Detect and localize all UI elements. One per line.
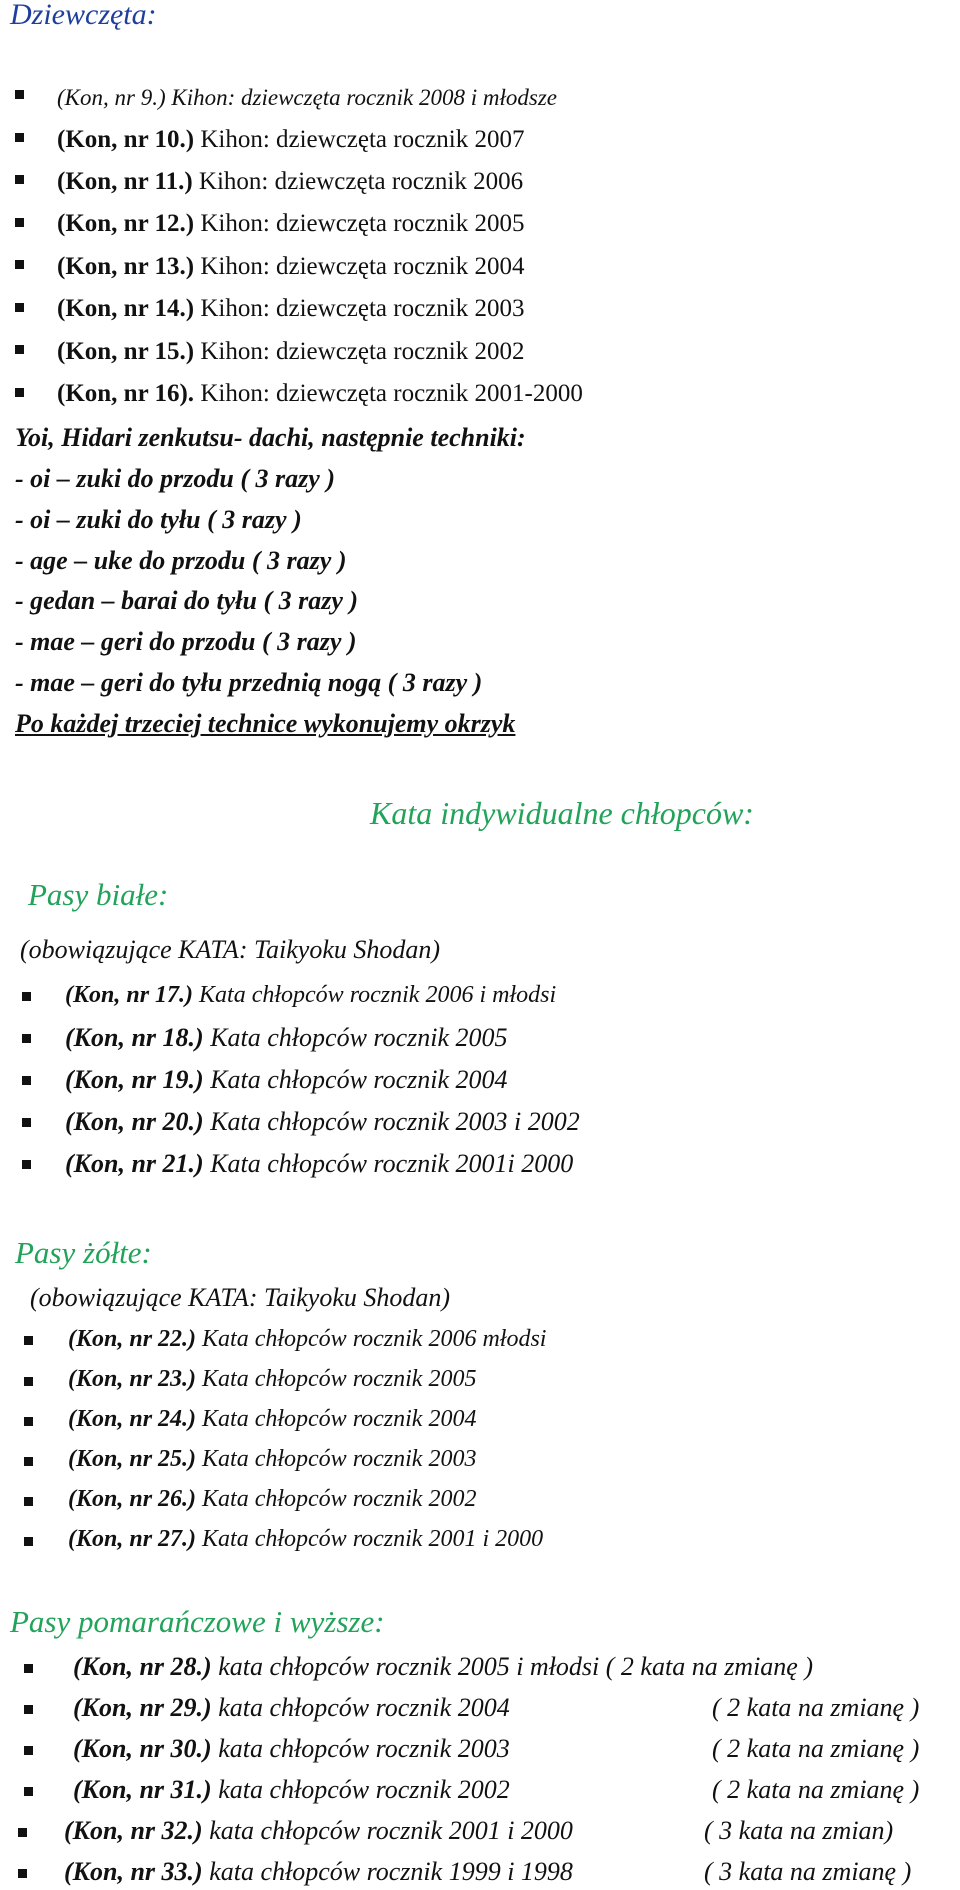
list-item bbox=[65, 1149, 573, 1179]
item-extra: ( 3 kata na zmianę ) bbox=[704, 1857, 912, 1886]
item-code: (Kon, nr 26.) bbox=[68, 1486, 197, 1512]
bullet-icon bbox=[22, 1160, 31, 1169]
list-item bbox=[57, 338, 525, 366]
list-item bbox=[73, 1775, 510, 1805]
list-item bbox=[57, 126, 525, 154]
item-code: (Kon, nr 29.) bbox=[73, 1693, 212, 1722]
item-text: Kata chłopców rocznik 2004 bbox=[196, 1406, 477, 1432]
list-item bbox=[68, 1326, 546, 1353]
item-code: (Kon, nr 24.) bbox=[68, 1406, 197, 1432]
item-code: (Kon, nr 18.) bbox=[65, 1023, 204, 1052]
bullet-icon bbox=[24, 1457, 33, 1466]
techniques-intro: Yoi, Hidari zenkutsu- dachi, następnie techniki: bbox=[15, 423, 526, 452]
list-item bbox=[65, 1023, 508, 1053]
bullet-icon bbox=[15, 175, 24, 184]
bullet-icon bbox=[24, 1537, 33, 1546]
technique-line: - oi – zuki do tyłu ( 3 razy ) bbox=[15, 505, 302, 534]
item-code: (Kon, nr 11.) bbox=[57, 168, 193, 195]
white-belts-heading: Pasy białe: bbox=[28, 877, 169, 912]
yellow-belts-heading: Pasy żółte: bbox=[15, 1235, 152, 1270]
list-item bbox=[73, 1693, 510, 1723]
technique-line: - mae – geri do przodu ( 3 razy ) bbox=[15, 627, 357, 656]
bullet-icon bbox=[15, 388, 24, 397]
bullet-icon bbox=[24, 1377, 33, 1386]
item-extra: ( 2 kata na zmianę ) bbox=[605, 1652, 814, 1681]
item-code: (Kon, nr 20.) bbox=[65, 1107, 204, 1136]
list-item bbox=[68, 1526, 543, 1553]
item-text: kata chłopców rocznik 2005 i młodsi bbox=[211, 1652, 600, 1681]
list-item bbox=[68, 1406, 476, 1433]
list-item bbox=[68, 1446, 476, 1473]
item-text: Kata chłopców rocznik 2003 i 2002 bbox=[203, 1107, 580, 1136]
item-text: Kata chłopców rocznik 2003 bbox=[196, 1446, 477, 1472]
item-extra: ( 2 kata na zmianę ) bbox=[712, 1693, 920, 1722]
bullet-icon bbox=[22, 1118, 31, 1127]
bullet-icon bbox=[15, 260, 24, 269]
list-item bbox=[68, 1486, 476, 1513]
item-text: Kata chłopców rocznik 2001 i 2000 bbox=[196, 1526, 544, 1552]
bullet-icon bbox=[22, 1076, 31, 1085]
kata-heading: Kata indywidualne chłopców: bbox=[370, 795, 754, 831]
item-extra: ( 2 kata na zmianę ) bbox=[712, 1775, 920, 1804]
bullet-icon bbox=[24, 1417, 33, 1426]
list-item bbox=[73, 1734, 510, 1764]
list-item bbox=[64, 1857, 573, 1887]
item-text: kata chłopców rocznik 2003 bbox=[211, 1734, 510, 1763]
item-code: (Kon, nr 32.) bbox=[64, 1816, 203, 1845]
item-text: kata chłopców rocznik 2004 bbox=[211, 1693, 510, 1722]
item-code: (Kon, nr 31.) bbox=[73, 1775, 212, 1804]
girls-heading: Dziewczęta: bbox=[10, 0, 157, 31]
item-text: Kata chłopców rocznik 2004 bbox=[203, 1065, 508, 1094]
technique-line: - mae – geri do tyłu przednią nogą ( 3 razy ) bbox=[15, 668, 483, 697]
item-text: Kihon: dziewczęta rocznik 2006 bbox=[192, 168, 524, 195]
item-code: (Kon, nr 30.) bbox=[73, 1734, 212, 1763]
item-code: (Kon, nr 28.) bbox=[73, 1652, 212, 1681]
list-item bbox=[57, 253, 525, 281]
item-text: Kata chłopców rocznik 2001i 2000 bbox=[203, 1149, 574, 1178]
item-text: Kihon: dziewczęta rocznik 2003 bbox=[194, 295, 525, 322]
item-text: Kihon: dziewczęta rocznik 2007 bbox=[194, 126, 525, 153]
item-text: Kihon: dziewczęta rocznik 2008 i młodsze bbox=[165, 85, 558, 110]
bullet-icon bbox=[15, 218, 24, 227]
item-code: (Kon, nr 15.) bbox=[57, 338, 195, 365]
item-code: (Kon, nr 27.) bbox=[68, 1526, 197, 1552]
white-obligatory: (obowiązujące KATA: Taikyoku Shodan) bbox=[20, 935, 441, 964]
orange-belts-heading: Pasy pomarańczowe i wyższe: bbox=[10, 1604, 385, 1639]
bullet-icon bbox=[24, 1746, 33, 1755]
item-code: (Kon, nr 9.) bbox=[57, 85, 166, 110]
technique-line: - oi – zuki do przodu ( 3 razy ) bbox=[15, 464, 335, 493]
list-item bbox=[68, 1366, 476, 1393]
item-text: Kata chłopców rocznik 2006 i młodsi bbox=[193, 982, 557, 1008]
item-text: kata chłopców rocznik 2001 i 2000 bbox=[202, 1816, 573, 1845]
list-item bbox=[57, 85, 557, 111]
item-text: Kata chłopców rocznik 2005 bbox=[203, 1023, 508, 1052]
bullet-icon bbox=[24, 1787, 33, 1796]
list-item bbox=[73, 1652, 813, 1682]
item-text: Kihon: dziewczęta rocznik 2001-2000 bbox=[194, 380, 583, 407]
bullet-icon bbox=[18, 1828, 27, 1837]
bullet-icon bbox=[24, 1705, 33, 1714]
item-code: (Kon, nr 10.) bbox=[57, 126, 195, 153]
item-extra: ( 2 kata na zmianę ) bbox=[712, 1734, 920, 1763]
bullet-icon bbox=[15, 303, 24, 312]
list-item bbox=[64, 1816, 573, 1846]
item-text: kata chłopców rocznik 2002 bbox=[211, 1775, 510, 1804]
item-code: (Kon, nr 19.) bbox=[65, 1065, 204, 1094]
list-item bbox=[57, 380, 583, 408]
item-text: Kihon: dziewczęta rocznik 2005 bbox=[194, 210, 525, 237]
bullet-icon bbox=[22, 992, 31, 1001]
bullet-icon bbox=[22, 1034, 31, 1043]
shout-note: Po każdej trzeciej technice wykonujemy okrzyk bbox=[15, 709, 516, 738]
list-item bbox=[65, 1107, 580, 1137]
list-item bbox=[65, 982, 556, 1009]
item-code: (Kon, nr 22.) bbox=[68, 1326, 197, 1352]
item-code: (Kon, nr 13.) bbox=[57, 253, 195, 280]
item-code: (Kon, nr 17.) bbox=[65, 982, 194, 1008]
item-code: (Kon, nr 16). bbox=[57, 380, 195, 407]
bullet-icon bbox=[24, 1664, 33, 1673]
bullet-icon bbox=[18, 1869, 27, 1878]
item-text: Kata chłopców rocznik 2002 bbox=[196, 1486, 477, 1512]
item-text: Kihon: dziewczęta rocznik 2002 bbox=[194, 338, 525, 365]
item-code: (Kon, nr 25.) bbox=[68, 1446, 197, 1472]
item-code: (Kon, nr 21.) bbox=[65, 1149, 204, 1178]
item-code: (Kon, nr 14.) bbox=[57, 295, 195, 322]
list-item bbox=[57, 210, 525, 238]
item-code: (Kon, nr 23.) bbox=[68, 1366, 197, 1392]
technique-line: - gedan – barai do tyłu ( 3 razy ) bbox=[15, 586, 359, 615]
bullet-icon bbox=[24, 1336, 33, 1345]
yellow-obligatory: (obowiązujące KATA: Taikyoku Shodan) bbox=[30, 1283, 451, 1312]
item-text: Kata chłopców rocznik 2005 bbox=[196, 1366, 477, 1392]
bullet-icon bbox=[15, 345, 24, 354]
list-item bbox=[65, 1065, 508, 1095]
bullet-icon bbox=[24, 1497, 33, 1506]
item-code: (Kon, nr 33.) bbox=[64, 1857, 203, 1886]
technique-line: - age – uke do przodu ( 3 razy ) bbox=[15, 546, 347, 575]
bullet-icon bbox=[15, 133, 24, 142]
item-text: Kata chłopców rocznik 2006 młodsi bbox=[196, 1326, 547, 1352]
item-text: Kihon: dziewczęta rocznik 2004 bbox=[194, 253, 525, 280]
list-item bbox=[57, 168, 523, 196]
item-text: kata chłopców rocznik 1999 i 1998 bbox=[202, 1857, 573, 1886]
item-extra: ( 3 kata na zmian) bbox=[704, 1816, 894, 1845]
list-item bbox=[57, 295, 525, 323]
item-code: (Kon, nr 12.) bbox=[57, 210, 195, 237]
bullet-icon bbox=[15, 90, 24, 99]
